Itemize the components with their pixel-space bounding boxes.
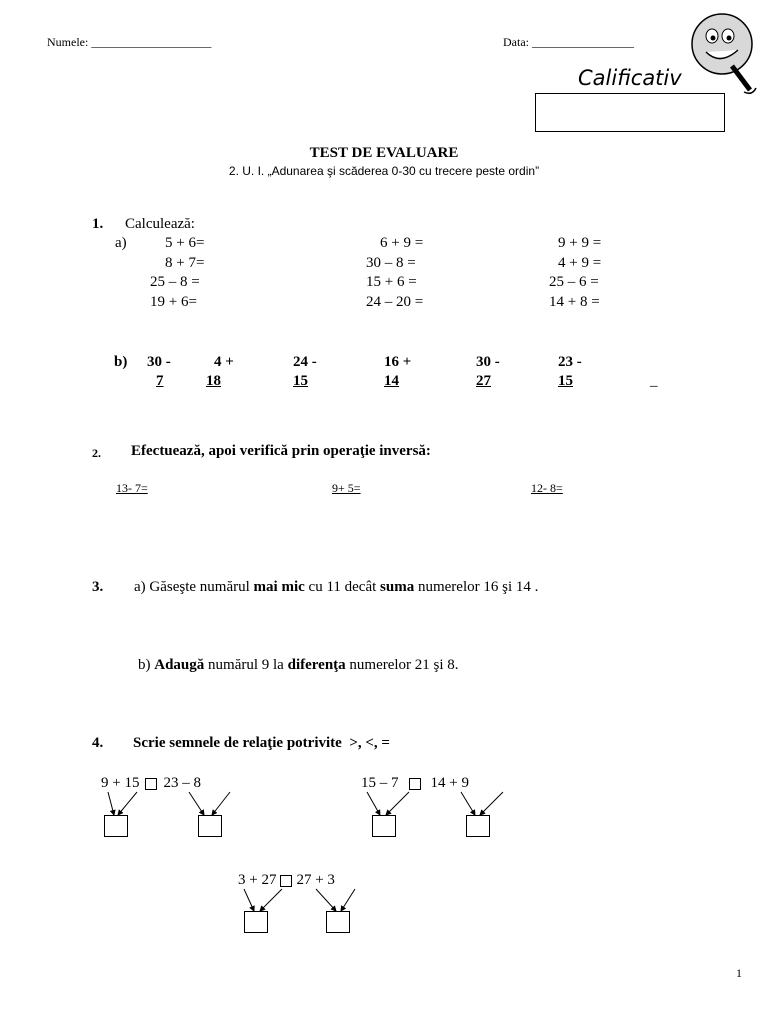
ex4-right-expr: 23 – 8 (163, 775, 201, 791)
page-number: 1 (736, 966, 742, 980)
ex3-a-bold2: suma (380, 579, 415, 595)
ex3-a-mid: cu 11 decât (308, 579, 377, 595)
date-field[interactable] (503, 35, 634, 50)
date-blank: _________________ (532, 35, 634, 49)
ex3-part-a (134, 579, 538, 596)
ex1-a-item: 5 + 6= (165, 235, 205, 251)
ex4-sign-box[interactable] (145, 778, 157, 790)
ex1-b-bottom: 7 (156, 373, 164, 389)
name-field[interactable] (47, 35, 211, 50)
ex3-b-end: numerelor 21 şi 8. (349, 657, 459, 673)
arrow-group (108, 792, 503, 911)
ex4-instruction (133, 735, 390, 752)
ex1-b-top: 23 - (558, 354, 582, 370)
ex3-a-bold1: mai mic (253, 579, 305, 595)
ex3-a-prefix: a) Găseşte numărul (134, 579, 250, 595)
ex1-b-top: 24 - (293, 354, 317, 370)
ex3-a-end: numerelor 16 şi 14 . (417, 579, 539, 595)
ex4-answer-box[interactable] (326, 911, 350, 933)
ex2-item: 9+ 5= (332, 481, 361, 495)
ex1-number: 1. (92, 216, 104, 232)
ex1-a-item: 9 + 9 = (558, 235, 602, 251)
ex4-comparison (238, 872, 335, 889)
ex1-a-item: 8 + 7= (165, 255, 205, 271)
ex2-item: 13- 7= (116, 481, 148, 495)
ex1-a-item: 25 – 8 = (150, 274, 200, 290)
ex1-a-item: 15 + 6 = (366, 274, 417, 290)
ex1-b-bottom: 18 (206, 373, 221, 389)
ex1-b-top: 16 + (384, 354, 412, 370)
ex3-b-mid: numărul 9 la (208, 657, 284, 673)
ex4-left-expr: 3 + 27 (238, 872, 277, 888)
ex1-b-top: 4 + (214, 354, 234, 370)
ex4-answer-box[interactable] (198, 815, 222, 837)
ex4-answer-box[interactable] (466, 815, 490, 837)
name-blank: ____________________ (91, 35, 212, 49)
ex4-left-expr: 9 + 15 (101, 775, 140, 791)
ex4-sign-box[interactable] (409, 778, 421, 790)
ex4-symbols: >, <, = (349, 735, 390, 751)
ex1-a-item: 6 + 9 = (380, 235, 424, 251)
ex3-part-b (138, 657, 459, 674)
ex4-answer-box[interactable] (244, 911, 268, 933)
ex1-b-bottom: 15 (558, 373, 573, 389)
ex1-b-blank: _ (650, 373, 658, 389)
ex1-part-b-label: b) (114, 354, 128, 370)
ex1-a-item: 4 + 9 = (558, 255, 602, 271)
ex4-right-expr: 27 + 3 (296, 872, 335, 888)
ex1-a-item: 24 – 20 = (366, 294, 424, 310)
name-label: Numele: (47, 35, 89, 49)
ex4-comparison (361, 775, 469, 792)
date-label: Data: (503, 35, 529, 49)
page-title: TEST DE EVALUARE (309, 145, 459, 161)
ex1-a-item: 25 – 6 = (549, 274, 599, 290)
ex1-instruction: Calculează: (125, 216, 195, 232)
ex1-a-item: 19 + 6= (150, 294, 197, 310)
ex3-number: 3. (92, 579, 104, 595)
grade-label: Calificativ (578, 66, 682, 90)
ex3-b-bold1: Adaugă (154, 657, 205, 673)
page-subtitle: 2. U. I. „Adunarea şi scăderea 0-30 cu trecere peste ordin” (228, 164, 540, 178)
ex1-part-a-label: a) (115, 235, 127, 251)
ex4-instruction-text: Scrie semnele de relaţie potrivite (133, 735, 342, 751)
ex4-right-expr: 14 + 9 (430, 775, 469, 791)
ex1-b-bottom: 14 (384, 373, 399, 389)
ex4-number: 4. (92, 735, 104, 751)
ex1-b-bottom: 15 (293, 373, 308, 389)
ex4-comparison (101, 775, 201, 792)
ex4-sign-box[interactable] (280, 875, 292, 887)
ex2-item: 12- 8= (531, 481, 563, 495)
ex1-b-top: 30 - (147, 354, 171, 370)
grade-box[interactable] (535, 93, 725, 132)
ex3-b-prefix: b) (138, 657, 151, 673)
ex3-b-bold2: diferenţa (287, 657, 346, 673)
ex2-number: 2. (92, 446, 101, 460)
smiley-mascot-icon (684, 8, 760, 100)
ex1-b-top: 30 - (476, 354, 500, 370)
ex4-answer-box[interactable] (372, 815, 396, 837)
ex1-b-bottom: 27 (476, 373, 491, 389)
ex1-a-item: 30 – 8 = (366, 255, 416, 271)
ex4-left-expr: 15 – 7 (361, 775, 399, 791)
ex4-answer-box[interactable] (104, 815, 128, 837)
ex2-instruction: Efectuează, apoi verifică prin operaţie inversă: (131, 443, 431, 459)
ex1-a-item: 14 + 8 = (549, 294, 600, 310)
